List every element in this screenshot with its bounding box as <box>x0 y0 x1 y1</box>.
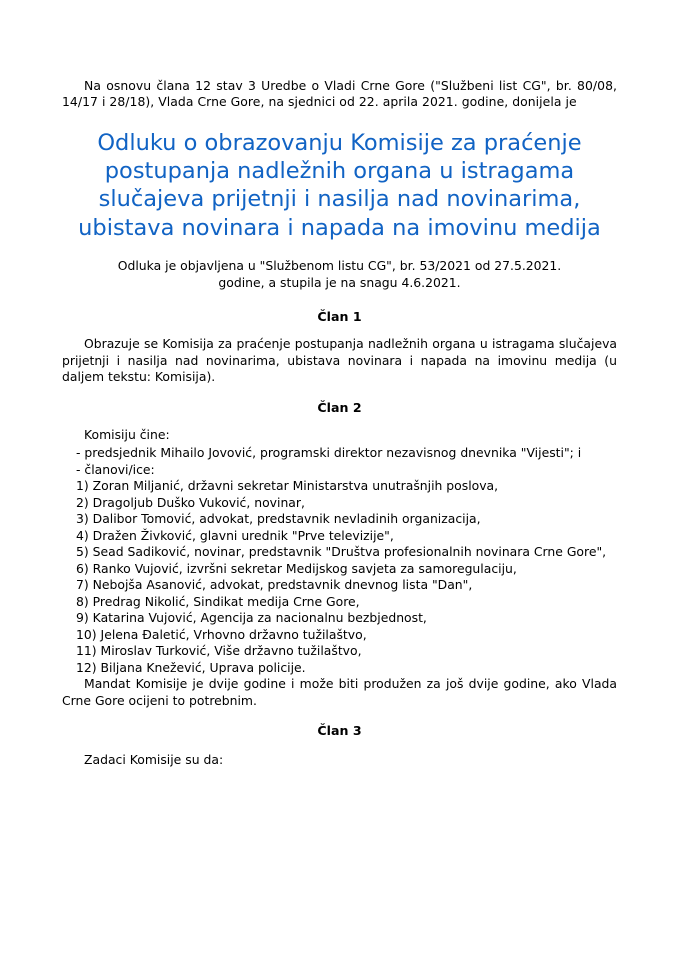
article-3-paragraph: Zadaci Komisije su da: <box>84 752 224 768</box>
list-item: 8) Predrag Nikolić, Sindikat medija Crne Gore, <box>76 593 360 609</box>
list-item: 11) Miroslav Turković, Više državno tužilaštvo, <box>76 643 362 659</box>
list-item: 7) Nebojša Asanović, advokat, predstavnik dnevnog lista "Dan", <box>76 577 473 593</box>
list-item: 10) Jelena Đaletić, Vrhovno državno tužilaštvo, <box>76 626 367 642</box>
publication-note: Odluka je objavljena u "Službenom listu CG", br. 53/2021 od 27.5.2021. godine, a stupila je na snagu 4.6.2021. <box>117 258 562 290</box>
chair-line: - predsjednik Mihailo Jovović, programski direktor nezavisnog dnevnika "Vijesti"; i <box>76 445 582 461</box>
list-item: 2) Dragoljub Duško Vuković, novinar, <box>76 494 305 510</box>
members-label: - članovi/ice: <box>76 461 155 477</box>
document-title: Odluku o obrazovanju Komisije za praćenje postupanja nadležnih organa u istragama slučajeva prijetnji i nasilja nad novinarima, ubistava novinara i napada na imovinu medija <box>78 129 601 241</box>
article-2-intro: Komisiju čine: <box>84 426 170 442</box>
list-item: 9) Katarina Vujović, Agencija za nacionalnu bezbjednost, <box>76 610 427 626</box>
list-item: 4) Dražen Živković, glavni urednik "Prve televizije", <box>76 527 394 543</box>
list-item: 12) Biljana Knežević, Uprava policije. <box>76 659 306 675</box>
preamble-paragraph: Na osnovu člana 12 stav 3 Uredbe o Vladi Crne Gore ("Službeni list CG", br. 80/08, 14/17 i 28/18), Vlada Crne Gore, na sjednici od 22. aprila 2021. godine, donijela je <box>62 78 617 110</box>
list-item: 6) Ranko Vujović, izvršni sekretar Medijskog savjeta za samoregulaciju, <box>76 560 517 576</box>
list-item: 3) Dalibor Tomović, advokat, predstavnik nevladinih organizacija, <box>76 511 481 527</box>
article-2-closing: Mandat Komisije je dvije godine i može biti produžen za još dvije godine, ako Vlada Crne Gore ocijeni to potrebnim. <box>62 676 617 708</box>
article-heading-3: Član 3 <box>317 723 362 739</box>
article-1-paragraph: Obrazuje se Komisija za praćenje postupanja nadležnih organa u istragama slučajeva prijetnji i nasilja nad novinarima, ubistava novinara i napada na imovinu medija (u daljem tekstu: Komisija). <box>62 336 617 385</box>
list-item: 1) Zoran Miljanić, državni sekretar Ministarstva unutrašnjih poslova, <box>76 478 499 494</box>
article-heading-2: Član 2 <box>317 399 362 415</box>
list-item: 5) Sead Sadiković, novinar, predstavnik "Društva profesionalnih novinara Crne Gore", <box>76 544 607 560</box>
article-heading-1: Član 1 <box>317 309 362 325</box>
commission-members-list <box>62 445 617 676</box>
